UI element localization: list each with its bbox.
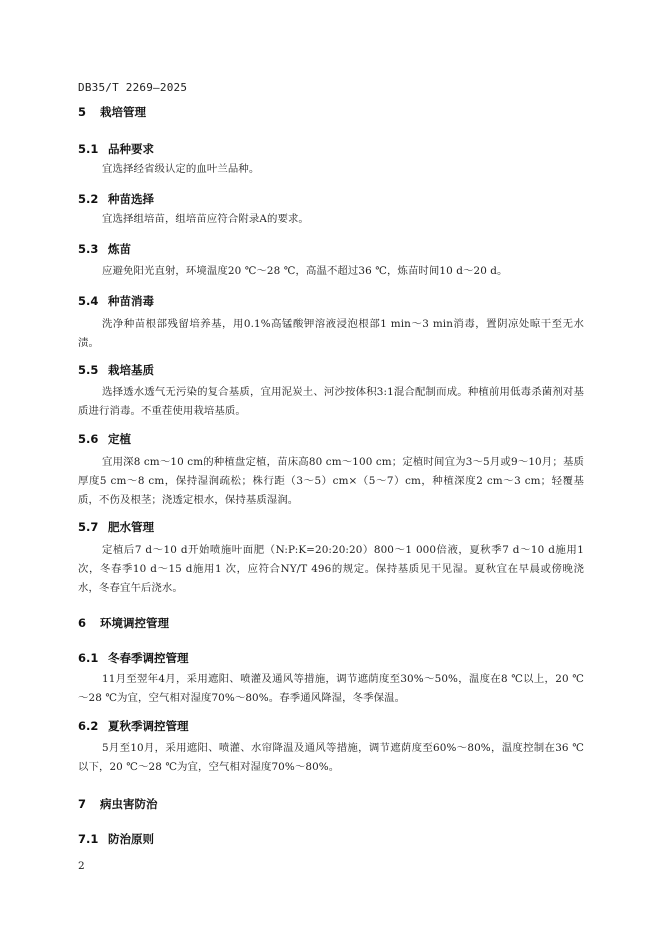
heading-5-1	[78, 141, 154, 157]
heading-title: 栽培基质	[108, 363, 154, 377]
heading-number: 5.7	[78, 520, 99, 534]
heading-title: 种苗选择	[108, 192, 154, 206]
heading-5-3	[78, 241, 131, 257]
heading-number: 6	[78, 616, 87, 630]
heading-7	[78, 796, 158, 812]
heading-5-5	[78, 362, 154, 378]
heading-title: 冬春季调控管理	[108, 651, 189, 665]
heading-number: 7.1	[78, 832, 99, 846]
heading-5	[78, 104, 146, 120]
heading-title: 夏秋季调控管理	[108, 719, 189, 733]
page-number: 2	[78, 860, 85, 872]
paragraph-5-5: 选择透水透气无污染的复合基质，宜用泥炭土、河沙按体积3:1混合配制而成。种植前用低毒杀菌剂对基质进行消毒。不重茬使用栽培基质。	[78, 386, 584, 417]
paragraph-5-3: 应避免阳光直射，环境温度20 ℃～28 ℃，高温不超过36 ℃，炼苗时间10 d～20 d。	[102, 265, 508, 277]
heading-6-1	[78, 650, 189, 666]
heading-number: 6.1	[78, 651, 99, 665]
heading-title: 病虫害防治	[100, 797, 158, 811]
heading-title: 定植	[108, 432, 131, 446]
document-code: DB35/T 2269—2025	[78, 81, 188, 94]
heading-number: 7	[78, 797, 87, 811]
heading-title: 肥水管理	[108, 520, 154, 534]
heading-title: 种苗消毒	[108, 294, 154, 308]
paragraph-5-2: 宜选择组培苗，组培苗应符合附录A的要求。	[102, 213, 309, 225]
heading-title: 防治原则	[108, 832, 154, 846]
heading-title: 栽培管理	[100, 105, 146, 119]
heading-title: 环境调控管理	[100, 616, 169, 630]
heading-number: 5.5	[78, 363, 99, 377]
paragraph-5-4: 洗净种苗根部残留培养基，用0.1%高锰酸钾溶液浸泡根部1 min～3 min消毒，置阴凉处晾干至无水渍。	[78, 318, 584, 349]
paragraph-5-6: 宜用深8 cm～10 cm的种植盘定植，苗床高80 cm～100 cm；定植时间宜为3～5月或9～10月；基质厚度5 cm～8 cm，保持湿润疏松；株行距（3～5）cm×（5～7）cm，种植深度2 cm～3 cm；轻覆基质，不伤及根茎；浇透定根水，保持基质湿润。	[78, 456, 584, 506]
heading-6-2	[78, 718, 189, 734]
heading-title: 炼苗	[108, 242, 131, 256]
paragraph-6-2: 5月至10月，采用遮阳、喷灌、水帘降温及通风等措施，调节遮荫度至60%～80%，温度控制在36 ℃以下，20 ℃～28 ℃为宜，空气相对湿度70%～80%。	[78, 742, 584, 773]
heading-title: 品种要求	[108, 142, 154, 156]
heading-5-4	[78, 293, 154, 309]
heading-5-6	[78, 431, 131, 447]
paragraph-6-1: 11月至翌年4月，采用遮阳、喷灌及通风等措施，调节遮荫度至30%～50%，温度在8 ℃以上，20 ℃～28 ℃为宜，空气相对湿度70%～80%。春季通风降湿，冬季保温。	[78, 673, 584, 704]
heading-number: 5.2	[78, 192, 99, 206]
heading-number: 6.2	[78, 719, 99, 733]
heading-number: 5.3	[78, 242, 99, 256]
heading-5-2	[78, 191, 154, 207]
paragraph-5-7: 定植后7 d～10 d开始喷施叶面肥（N:P:K=20:20:20）800～1 000倍液，夏秋季7 d～10 d施用1次，冬春季10 d～15 d施用1 次，应符合NY/T 496的规定。保持基质见干见湿。夏秋宜在早晨或傍晚浇水，冬春宜午后浇水。	[78, 544, 584, 594]
heading-7-1	[78, 831, 154, 847]
heading-6	[78, 615, 169, 631]
heading-5-7	[78, 519, 154, 535]
heading-number: 5.1	[78, 142, 99, 156]
paragraph-5-1: 宜选择经省级认定的血叶兰品种。	[102, 163, 260, 175]
heading-number: 5.6	[78, 432, 99, 446]
heading-number: 5.4	[78, 294, 99, 308]
heading-number: 5	[78, 105, 87, 119]
